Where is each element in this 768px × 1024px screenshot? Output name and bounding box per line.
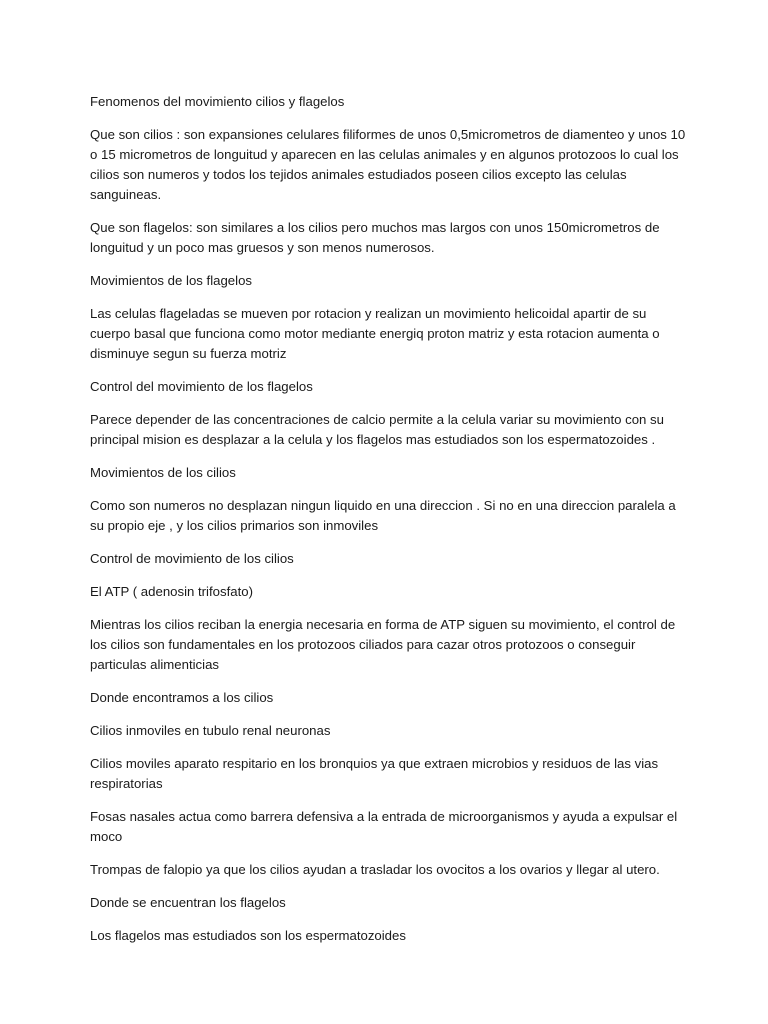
paragraph-cilios-inmoviles: Cilios inmoviles en tubulo renal neuronas: [90, 723, 331, 738]
paragraph-atp: Mientras los cilios reciban la energia necesaria en forma de ATP siguen su movimiento, el control de los cilios son fundamentales en los protozoos ciliados para cazar otros protozoos o conseguir particulas alimenticias: [90, 617, 676, 672]
paragraph-fosas-nasales: Fosas nasales actua como barrera defensiva a la entrada de microorganismos y ayuda a expulsar el moco: [90, 809, 678, 844]
paragraph-movimientos-flagelos: Las celulas flageladas se mueven por rotacion y realizan un movimiento helicoidal apartir de su cuerpo basal que funciona como motor mediante energiq proton matriz y esta rotacion aumenta o disminuye segun su fuerza motriz: [90, 306, 660, 361]
paragraph-trompas-falopio: Trompas de falopio ya que los cilios ayudan a trasladar los ovocitos a los ovarios y llegar al utero.: [90, 862, 660, 877]
document-body: [90, 92, 690, 959]
paragraph-flagelos-estudiados: Los flagelos mas estudiados son los espermatozoides: [90, 928, 406, 943]
heading-movimientos-cilios: Movimientos de los cilios: [90, 465, 236, 480]
paragraph-cilios-definition: Que son cilios : son expansiones celulares filiformes de unos 0,5micrometros de diamenteo y unos 10 o 15 micrometros de longuitud y aparecen en las celulas animales y en algunos protozoos lo cual los cilios son numeros y todos los tejidos animales estudiados poseen cilios excepto las celulas sanguineas.: [90, 127, 686, 202]
heading-donde-cilios: Donde encontramos a los cilios: [90, 690, 274, 705]
heading-donde-flagelos: Donde se encuentran los flagelos: [90, 895, 286, 910]
document-title: Fenomenos del movimiento cilios y flagelos: [90, 94, 345, 109]
heading-control-cilios: Control de movimiento de los cilios: [90, 551, 294, 566]
heading-atp: El ATP ( adenosin trifosfato): [90, 584, 253, 599]
paragraph-flagelos-definition: Que son flagelos: son similares a los cilios pero muchos mas largos con unos 150micrometros de longuitud y un poco mas gruesos y son menos numerosos.: [90, 220, 660, 255]
paragraph-cilios-moviles: Cilios moviles aparato respitario en los bronquios ya que extraen microbios y residuos de las vias respiratorias: [90, 756, 659, 791]
heading-movimientos-flagelos: Movimientos de los flagelos: [90, 273, 252, 288]
heading-control-flagelos: Control del movimiento de los flagelos: [90, 379, 313, 394]
paragraph-movimientos-cilios: Como son numeros no desplazan ningun liquido en una direccion . Si no en una direccion paralela a su propio eje , y los cilios primarios son inmoviles: [90, 498, 676, 533]
paragraph-control-flagelos: Parece depender de las concentraciones de calcio permite a la celula variar su movimiento con su principal mision es desplazar a la celula y los flagelos mas estudiados son los espermatozoides .: [90, 412, 664, 447]
